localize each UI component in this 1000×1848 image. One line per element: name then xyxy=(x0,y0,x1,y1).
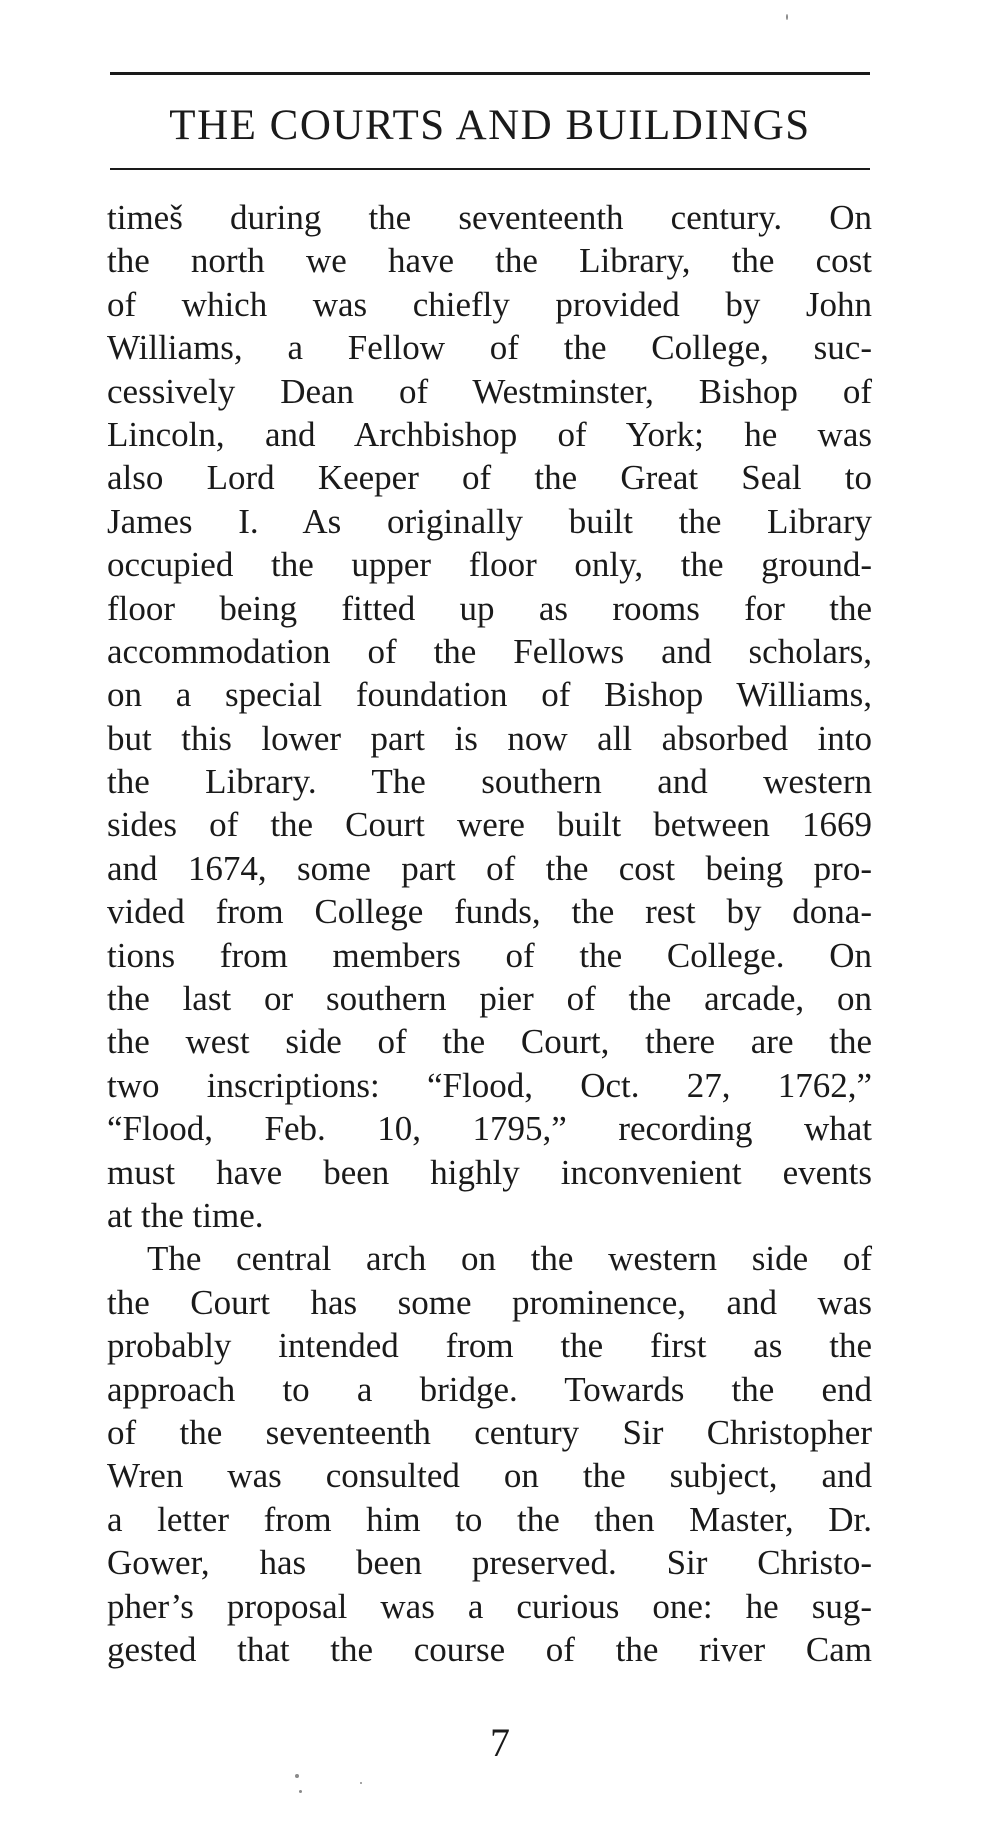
paper-speck xyxy=(295,1774,299,1778)
text-line: the last or southern pier of the arcade, on xyxy=(107,979,872,1019)
paper-speck xyxy=(299,1790,302,1793)
text-line: accommodation of the Fellows and scholars, xyxy=(107,631,872,671)
top-rule xyxy=(110,72,870,75)
text-line: occupied the upper floor only, the ground- xyxy=(107,545,872,585)
text-line: James I. As originally built the Library xyxy=(107,501,872,541)
text-line: The central arch on the western side of xyxy=(147,1239,872,1279)
text-line: also Lord Keeper of the Great Seal to xyxy=(107,458,872,498)
body-text xyxy=(107,196,872,1671)
text-line: gested that the course of the river Cam xyxy=(107,1629,872,1669)
text-line: and 1674, some part of the cost being pro- xyxy=(107,848,872,888)
text-line: cessively Dean of Westminster, Bishop of xyxy=(107,371,872,411)
text-line: the Library. The southern and western xyxy=(107,762,872,802)
text-line: but this lower part is now all absorbed into xyxy=(107,718,872,758)
text-line: vided from College funds, the rest by dona- xyxy=(107,892,872,932)
paragraph-1 xyxy=(107,196,872,1237)
text-line: Lincoln, and Archbishop of York; he was xyxy=(107,414,872,454)
text-line: must have been highly inconvenient events xyxy=(107,1152,872,1192)
running-head: THE COURTS AND BUILDINGS xyxy=(169,102,811,149)
text-line: approach to a bridge. Towards the end xyxy=(107,1369,872,1409)
page-number: 7 xyxy=(490,1720,510,1765)
text-line: Williams, a Fellow of the College, suc- xyxy=(107,328,872,368)
text-line: sides of the Court were built between 1669 xyxy=(107,805,872,845)
text-line: pher’s proposal was a curious one: he sug- xyxy=(107,1586,872,1626)
header-rule xyxy=(110,168,870,170)
text-line: on a special foundation of Bishop Williams, xyxy=(107,675,872,715)
text-line: at the time. xyxy=(107,1195,264,1235)
text-line: Gower, has been preserved. Sir Christo- xyxy=(107,1543,872,1583)
text-line: tions from members of the College. On xyxy=(107,935,872,975)
paragraph-2 xyxy=(107,1237,872,1671)
text-line: probably intended from the first as the xyxy=(107,1326,872,1366)
paper-speck xyxy=(786,14,788,20)
text-line: a letter from him to the then Master, Dr. xyxy=(107,1499,872,1539)
text-line: floor being fitted up as rooms for the xyxy=(107,588,872,628)
text-line: “Flood, Feb. 10, 1795,” recording what xyxy=(107,1109,872,1149)
text-line: two inscriptions: “Flood, Oct. 27, 1762,” xyxy=(107,1065,872,1105)
text-line: of which was chiefly provided by John xyxy=(107,284,872,324)
text-line: timeš during the seventeenth century. On xyxy=(107,198,872,237)
text-line: the west side of the Court, there are the xyxy=(107,1022,872,1062)
paper-speck xyxy=(360,1782,362,1784)
text-line: Wren was consulted on the subject, and xyxy=(107,1456,872,1496)
text-line: the Court has some prominence, and was xyxy=(107,1282,872,1322)
text-line: of the seventeenth century Sir Christopher xyxy=(107,1412,872,1452)
text-line: the north we have the Library, the cost xyxy=(107,241,872,281)
